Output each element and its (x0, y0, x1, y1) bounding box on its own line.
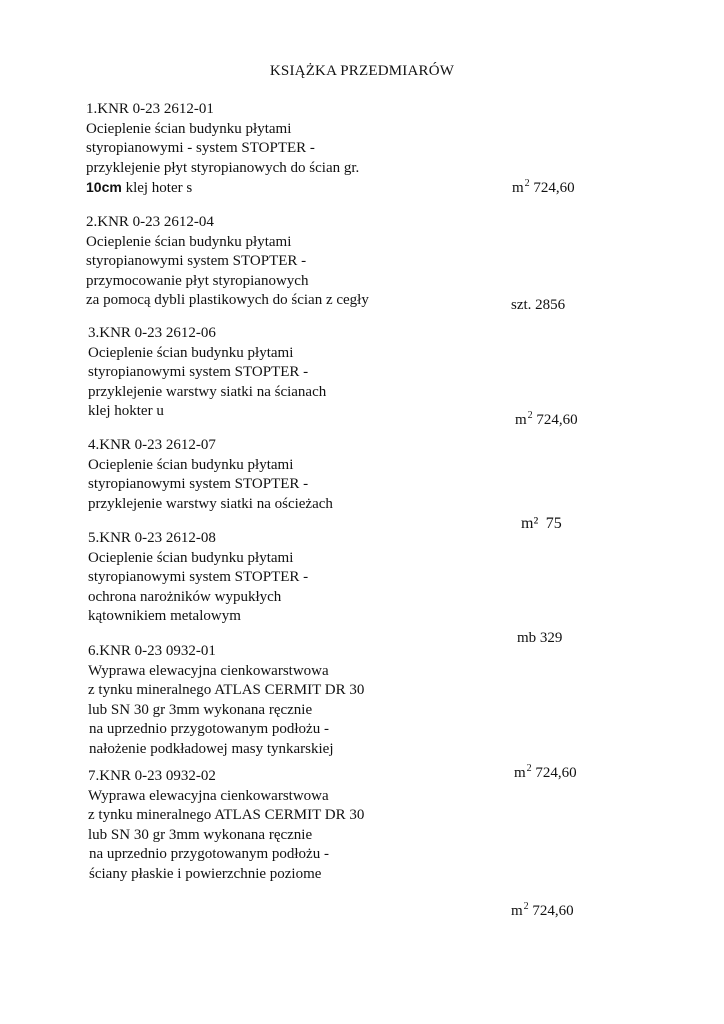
item-4-quantity (521, 515, 562, 533)
item-6-line-5: nałożenie podkładowej masy tynkarskiej (89, 740, 334, 757)
item-7-quantity (511, 903, 574, 920)
item-7-line-3: lub SN 30 gr 3mm wykonana ręcznie (88, 826, 313, 843)
item-6-line-1: Wyprawa elewacyjna cienkowarstwowa (88, 662, 329, 679)
item-2-line-4: za pomocą dybli plastikowych do ścian z cegły (86, 292, 369, 308)
item-1-line-4 (86, 178, 359, 199)
item-5-line-2: styropianowymi system STOPTER - (88, 569, 309, 585)
item-4-line-3: przyklejenie warstwy siatki na ościeżach (88, 495, 333, 512)
item-6-line-2: z tynku mineralnego ATLAS CERMIT DR 30 (88, 682, 365, 698)
item-3-line-3: przyklejenie warstwy siatki na ścianach (88, 383, 327, 400)
item-6-unit: m (514, 765, 526, 781)
item-3-line-2: styropianowymi system STOPTER - (88, 364, 309, 380)
item-5-value: 329 (539, 630, 563, 646)
item-2-line-1: Ocieplenie ścian budynku płytami (86, 233, 292, 250)
item-7-unit-sup: 2 (523, 901, 529, 912)
item-6-value: 724,60 (535, 765, 577, 781)
item-1-line-1: Ocieplenie ścian budynku płytami (86, 120, 292, 137)
item-6 (88, 642, 364, 759)
item-4-value: 75 (545, 515, 562, 532)
item-3-value: 724,60 (536, 412, 578, 428)
item-6-line-4: na uprzednio przygotowanym podłożu - (89, 721, 329, 737)
item-6-unit-sup: 2 (526, 763, 532, 774)
item-5-code: 5.KNR 0-23 2612-08 (88, 530, 216, 546)
item-3 (88, 324, 326, 422)
item-4-code: 4.KNR 0-23 2612-07 (88, 437, 216, 453)
item-7 (88, 767, 364, 884)
item-1-unit: m (512, 180, 524, 196)
item-1-line-3: przyklejenie płyt styropianowych do ścian gr. (86, 159, 360, 176)
item-4-unit: m² (521, 515, 539, 532)
item-5-line-1: Ocieplenie ścian budynku płytami (88, 549, 294, 566)
item-4-line-1: Ocieplenie ścian budynku płytami (88, 456, 294, 473)
item-5-unit: mb (517, 630, 537, 646)
item-7-line-4: na uprzednio przygotowanym podłożu - (89, 846, 329, 862)
item-1-line-2: styropianowymi - system STOPTER - (86, 140, 315, 156)
item-6-code: 6.KNR 0-23 0932-01 (88, 643, 216, 659)
item-1 (86, 100, 359, 199)
item-5-line-3: ochrona narożników wypukłych (88, 588, 282, 605)
item-2-unit: szt. (511, 297, 532, 313)
item-1-unit-sup: 2 (524, 178, 530, 189)
item-3-quantity (515, 412, 578, 429)
item-1-quantity (512, 180, 575, 197)
item-1-line-4-rest: klej hoter s (121, 180, 193, 196)
item-1-thickness: 10cm (86, 179, 122, 195)
item-2-value: 2856 (535, 297, 566, 313)
item-3-line-4: klej hokter u (88, 403, 164, 419)
item-3-unit: m (515, 412, 527, 428)
item-7-value: 724,60 (532, 903, 574, 919)
item-6-line-3: lub SN 30 gr 3mm wykonana ręcznie (88, 701, 313, 718)
item-3-unit-sup: 2 (527, 410, 533, 421)
item-4-line-2: styropianowymi system STOPTER - (88, 476, 309, 492)
item-5 (88, 529, 308, 627)
item-5-quantity (517, 630, 562, 647)
item-2-code: 2.KNR 0-23 2612-04 (86, 214, 214, 230)
document-title: KSIĄŻKA PRZEDMIARÓW (269, 63, 455, 79)
item-3-code: 3.KNR 0-23 2612-06 (88, 325, 216, 341)
item-7-line-5: ściany płaskie i powierzchnie poziome (89, 865, 322, 882)
item-2 (86, 213, 369, 311)
item-3-line-1: Ocieplenie ścian budynku płytami (88, 344, 294, 361)
item-2-line-3: przymocowanie płyt styropianowych (86, 272, 309, 289)
item-6-quantity (514, 765, 577, 782)
item-5-line-4: kątownikiem metalowym (88, 608, 241, 624)
item-7-line-2: z tynku mineralnego ATLAS CERMIT DR 30 (88, 807, 365, 823)
item-1-code: 1.KNR 0-23 2612-01 (86, 101, 214, 117)
item-7-code: 7.KNR 0-23 0932-02 (88, 768, 216, 784)
item-4 (88, 436, 333, 514)
item-2-line-2: styropianowymi system STOPTER - (86, 253, 307, 269)
item-1-value: 724,60 (533, 180, 575, 196)
item-7-line-1: Wyprawa elewacyjna cienkowarstwowa (88, 787, 329, 804)
item-7-unit: m (511, 903, 523, 919)
item-2-quantity (511, 297, 565, 314)
